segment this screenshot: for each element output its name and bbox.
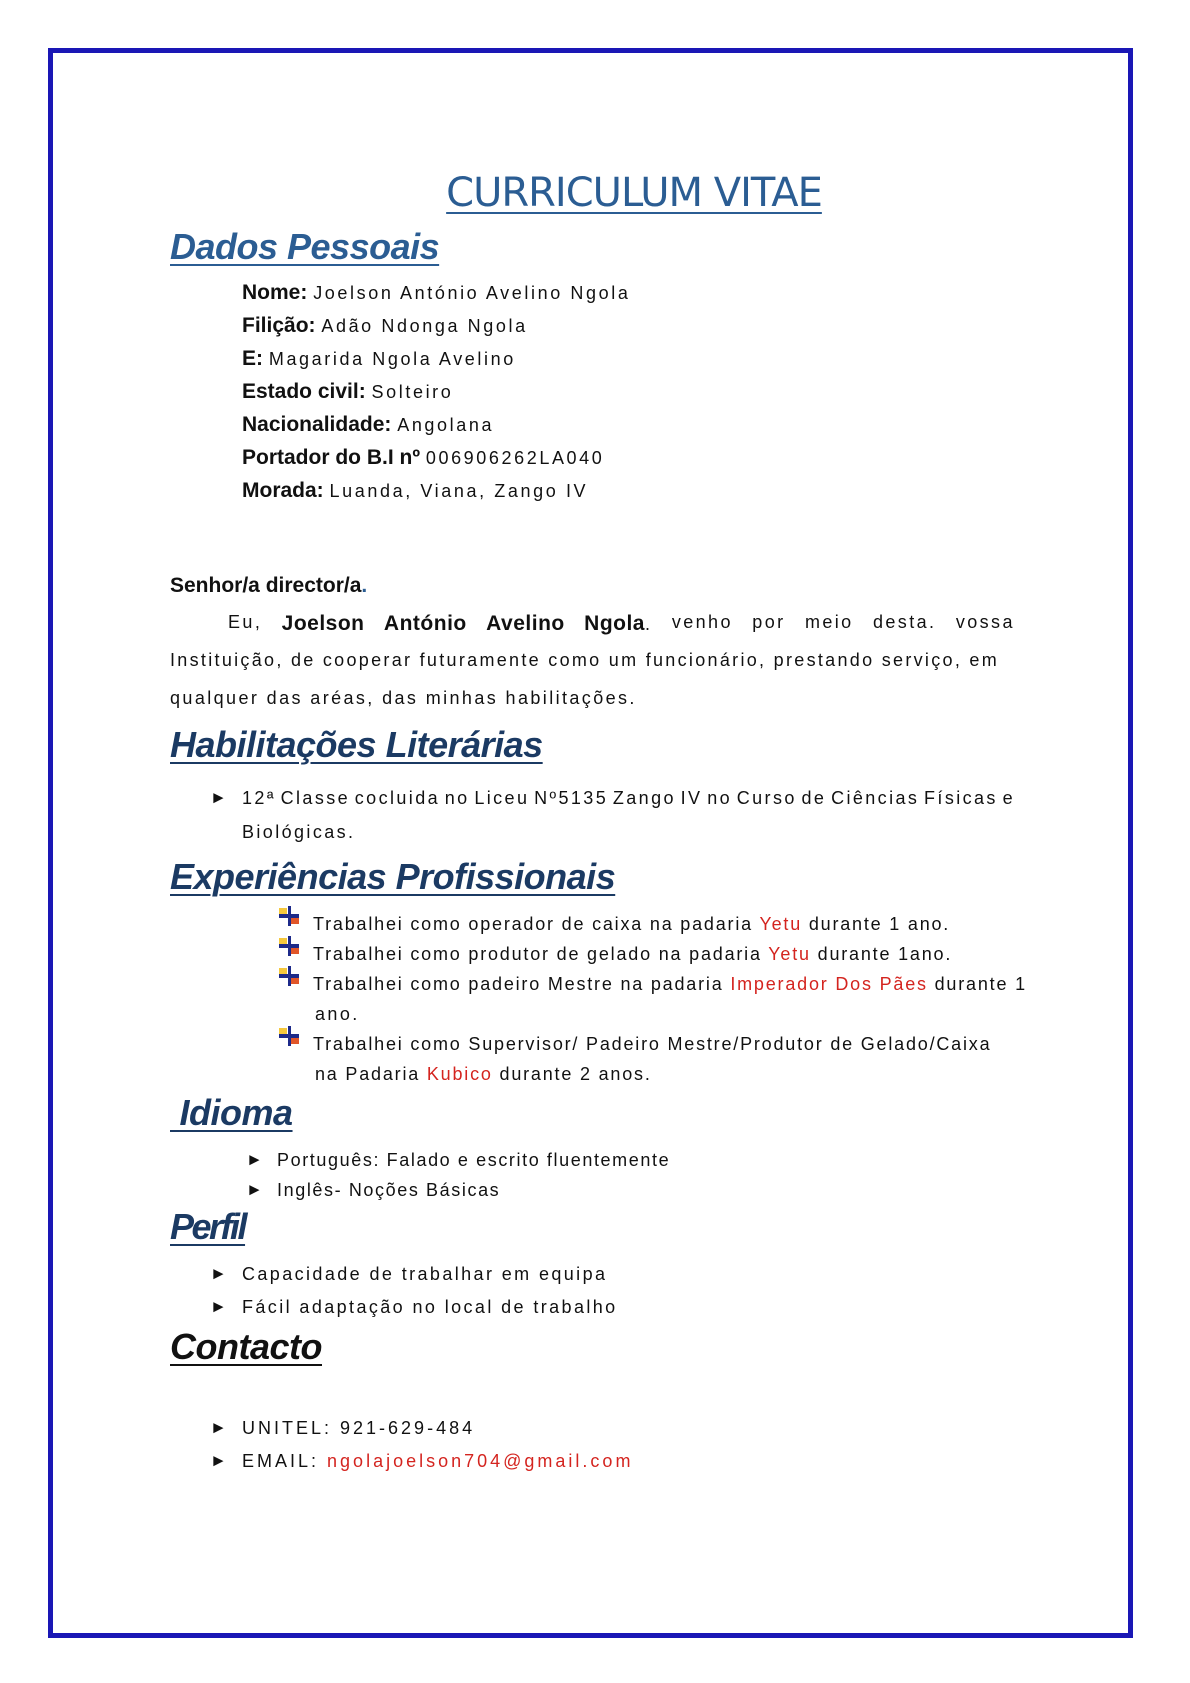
letter-line-1: Eu, Joelson António Avelino Ngola. venho por meio desta. vossa	[228, 612, 1015, 635]
experience-item-4-line-2: na Padaria Kubico durante 2 anos.	[315, 1064, 652, 1084]
field-nationality: Nacionalidade: Angolana	[242, 413, 495, 436]
field-mother: E: Magarida Ngola Avelino	[242, 347, 516, 370]
experience-bullet-icon	[279, 966, 299, 991]
education-heading: Habilitações Literárias	[170, 724, 543, 765]
profile-item-2: Fácil adaptação no local de trabalho	[242, 1297, 618, 1317]
contact-bullet-icon: ►	[210, 1418, 227, 1437]
contact-heading: Contacto	[170, 1326, 322, 1367]
letter-line-3: qualquer das aréas, das minhas habilitações.	[170, 688, 637, 708]
language-bullet-icon: ►	[246, 1150, 263, 1169]
experience-item-2: Trabalhei como produtor de gelado na padaria Yetu durante 1ano.	[313, 944, 953, 964]
experience-item-1: Trabalhei como operador de caixa na padaria Yetu durante 1 ano.	[313, 914, 951, 934]
contact-email-line: EMAIL: ngolajoelson704@gmail.com	[242, 1451, 634, 1471]
language-item-1: Português: Falado e escrito fluentemente	[277, 1150, 671, 1170]
experience-item-4: Trabalhei como Supervisor/ Padeiro Mestre/Produtor de Gelado/Caixa	[313, 1034, 992, 1054]
field-id-number: Portador do B.I nº 006906262LA040	[242, 446, 605, 469]
profile-item-1: Capacidade de trabalhar em equipa	[242, 1264, 608, 1284]
education-bullet-icon: ►	[210, 788, 227, 807]
profile-bullet-icon: ►	[210, 1264, 227, 1283]
field-civil-status: Estado civil: Solteiro	[242, 380, 454, 403]
personal-heading: Dados Pessoais	[170, 226, 440, 267]
document-title: CURRICULUM VITAE	[446, 170, 822, 216]
languages-heading: ​ Idioma	[170, 1092, 293, 1133]
language-bullet-icon: ►	[246, 1180, 263, 1199]
profile-bullet-icon: ►	[210, 1297, 227, 1316]
education-item-line-2: Biológicas.	[242, 822, 356, 842]
letter-line-2: Instituição, de cooperar futuramente como um funcionário, prestando serviço, em	[170, 650, 1000, 670]
experience-item-3: Trabalhei como padeiro Mestre na padaria Imperador Dos Pães durante 1	[313, 974, 1027, 994]
education-item-line-1: 12ª Classe cocluida no Liceu Nº5135 Zango IV no Curso de Ciências Físicas e	[242, 788, 1015, 808]
contact-bullet-icon: ►	[210, 1451, 227, 1470]
experience-bullet-icon	[279, 1026, 299, 1051]
letter-salutation: Senhor/a director/a.	[170, 574, 368, 597]
contact-phone: UNITEL: 921-629-484	[242, 1418, 476, 1438]
field-address: Morada: Luanda, Viana, Zango IV	[242, 479, 589, 502]
experience-bullet-icon	[279, 936, 299, 961]
field-filiation: Filição: Adão Ndonga Ngola	[242, 314, 528, 337]
language-item-2: Inglês- Noções Básicas	[277, 1180, 501, 1200]
experience-heading: Experiências Profissionais	[170, 856, 616, 897]
contact-email-link[interactable]: ngolajoelson704@gmail.com	[327, 1451, 634, 1471]
experience-bullet-icon	[279, 906, 299, 931]
field-name: Nome: Joelson António Avelino Ngola	[242, 281, 631, 304]
profile-heading: Perfil	[170, 1206, 246, 1247]
experience-item-3-line-2: ano.	[315, 1004, 360, 1024]
